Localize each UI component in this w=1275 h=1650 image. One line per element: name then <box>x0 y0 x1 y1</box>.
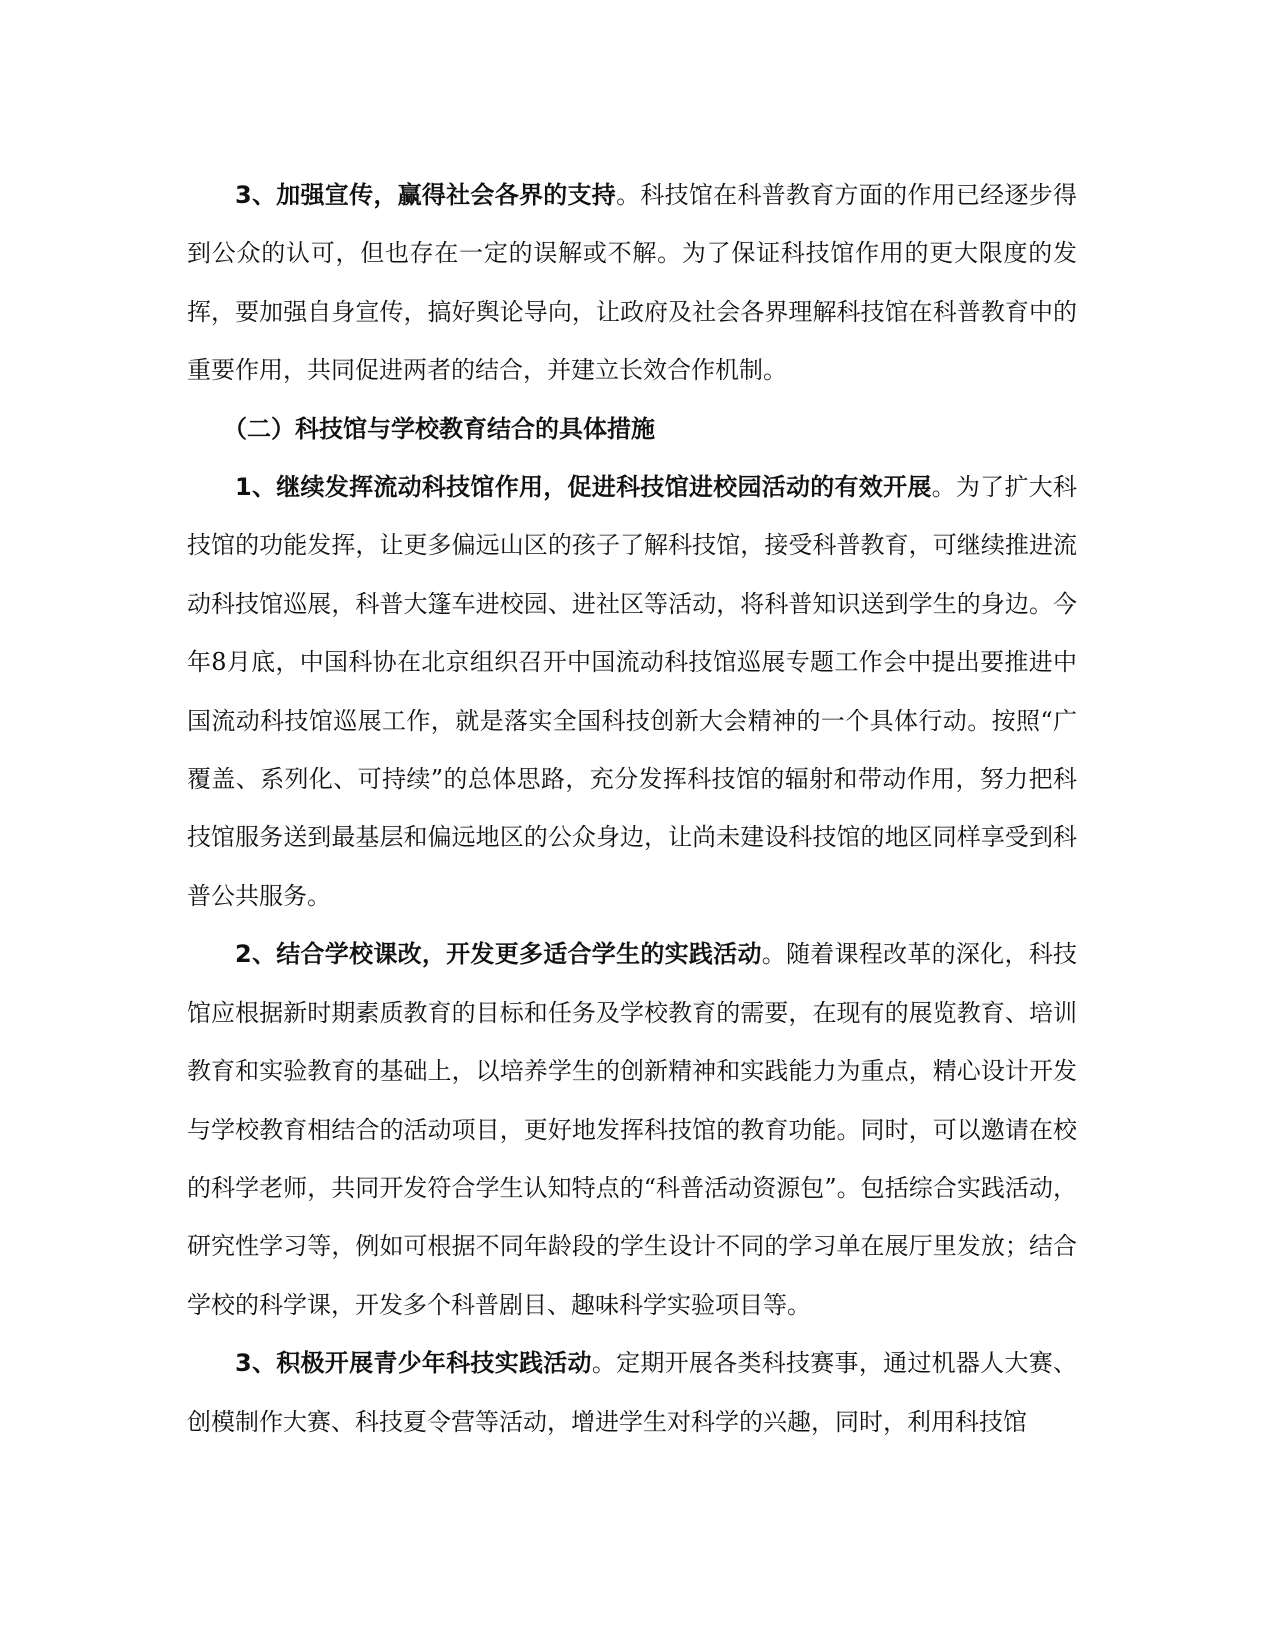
paragraph-publicity <box>187 166 1077 400</box>
section-heading: （二）科技馆与学校教育结合的具体措施 <box>223 414 655 443</box>
paragraph-lead: 3、积极开展青少年科技实践活动 <box>235 1349 592 1378</box>
paragraph-lead: 2、结合学校课改，开发更多适合学生的实践活动 <box>235 940 762 969</box>
paragraph-youth-activities <box>187 1334 1077 1451</box>
paragraph-text: 。定期开展各类科技赛事，通过机器人大赛、创模制作大赛、科技夏令营等活动，增进学生对科学的兴趣，同时，利用科技馆 <box>187 1349 1078 1436</box>
paragraph-text: 。随着课程改革的深化，科技馆应根据新时期素质教育的目标和任务及学校教育的需要，在现有的展览教育、培训教育和实验教育的基础上，以培养学生的创新精神和实践能力为重点，精心设计开发与学校教育相结合的活动项目，更好地发挥科技馆的教育功能。同时，可以邀请在校的科学老师，共同开发符合学生认知特点的“科普活动资源包”。包括综合实践活动，研究性学习等，例如可根据不同年龄段的学生设计不同的学习单在展厅里发放；结合学校的科学课，开发多个科普剧目、趣味科学实验项目等。 <box>187 940 1077 1319</box>
paragraph-curriculum <box>187 925 1077 1334</box>
paragraph-text: 。科技馆在科普教育方面的作用已经逐步得到公众的认可，但也存在一定的误解或不解。为了保证科技馆作用的更大限度的发挥，要加强自身宣传，搞好舆论导向，让政府及社会各界理解科技馆在科普教育中的重要作用，共同促进两者的结合，并建立长效合作机制。 <box>187 181 1077 385</box>
document-body <box>187 166 1077 1451</box>
paragraph-mobile-museum <box>187 458 1077 925</box>
paragraph-text: 。为了扩大科技馆的功能发挥，让更多偏远山区的孩子了解科技馆，接受科普教育，可继续推进流动科技馆巡展，科普大篷车进校园、进社区等活动，将科普知识送到学生的身边。今年8月底，中国科协在北京组织召开中国流动科技馆巡展专题工作会中提出要推进中国流动科技馆巡展工作，就是落实全国科技创新大会精神的一个具体行动。按照“广覆盖、系列化、可持续”的总体思路，充分发挥科技馆的辐射和带动作用，努力把科技馆服务送到最基层和偏远地区的公众身边，让尚未建设科技馆的地区同样享受到科普公共服务。 <box>187 473 1078 910</box>
paragraph-lead: 1、继续发挥流动科技馆作用，促进科技馆进校园活动的有效开展 <box>235 473 932 502</box>
paragraph-lead: 3、加强宣传，赢得社会各界的支持 <box>235 181 617 209</box>
